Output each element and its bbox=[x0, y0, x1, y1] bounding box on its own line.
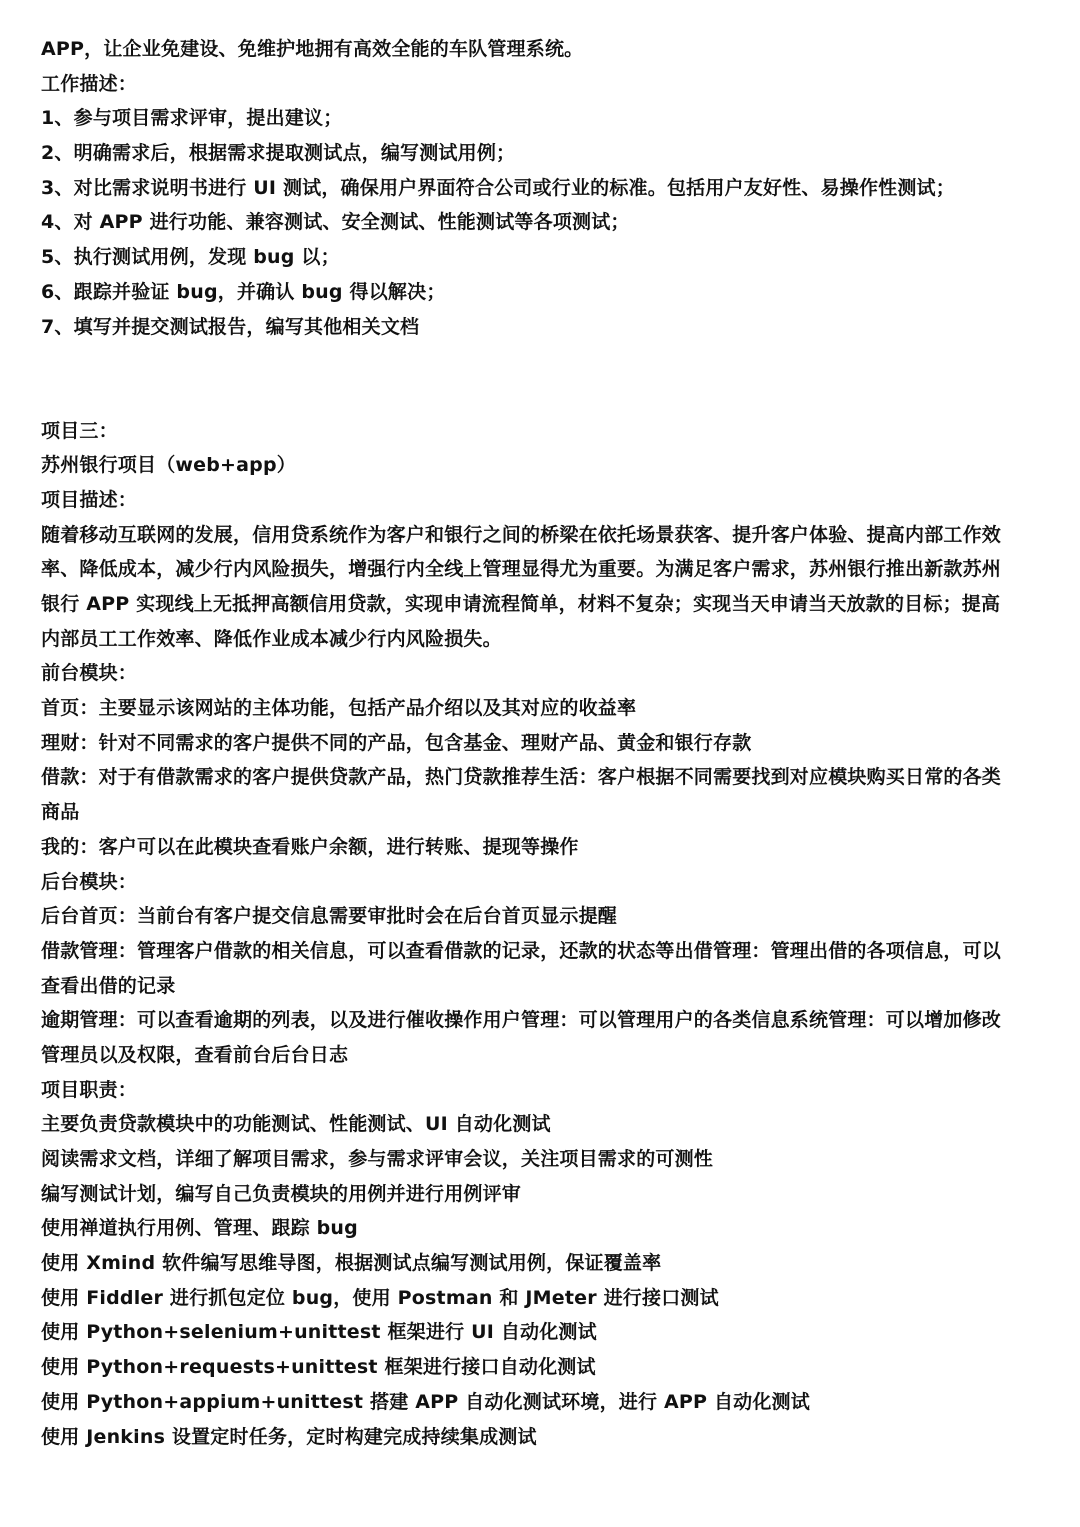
blank-line bbox=[41, 379, 1041, 414]
work-item: 7、填写并提交测试报告，编写其他相关文档 bbox=[41, 315, 420, 338]
frontend-module-line: 首页：主要显示该网站的主体功能，包括产品介绍以及其对应的收益率 bbox=[41, 697, 637, 720]
backend-module-line: 逾期管理：可以查看逾期的列表，以及进行催收操作用户管理：可以管理用户的各类信息系统管理：可以增加修改 bbox=[41, 1009, 1002, 1032]
backend-module-heading: 后台模块： bbox=[41, 870, 138, 893]
project-description-heading: 项目描述： bbox=[41, 488, 138, 511]
work-item: 6、跟踪并验证 bug，并确认 bug 得以解决； bbox=[41, 280, 446, 303]
project-duty-line: 使用 Fiddler 进行抓包定位 bug，使用 Postman 和 JMeter 进行接口测试 bbox=[41, 1286, 719, 1309]
project-duty-line: 主要负责贷款模块中的功能测试、性能测试、UI 自动化测试 bbox=[41, 1113, 551, 1136]
project-name: 苏州银行项目（web+app） bbox=[41, 454, 296, 477]
backend-module-line: 借款管理：管理客户借款的相关信息，可以查看借款的记录，还款的状态等出借管理：管理出借的各项信息，可以 bbox=[41, 939, 1002, 962]
project-duty-heading: 项目职责： bbox=[41, 1078, 138, 1101]
project-description-line: 内部员工工作效率、降低作业成本减少行内风险损失。 bbox=[41, 627, 502, 650]
frontend-module-line: 我的：客户可以在此模块查看账户余额，进行转账、提现等操作 bbox=[41, 835, 579, 858]
work-item: 3、对比需求说明书进行 UI 测试，确保用户界面符合公司或行业的标准。包括用户友好性、易操作性测试； bbox=[41, 176, 955, 199]
project-description-line: 银行 APP 实现线上无抵押高额信用贷款，实现申请流程简单，材料不复杂；实现当天申请当天放款的目标；提高 bbox=[41, 593, 1001, 615]
work-item: 1、参与项目需求评审，提出建议； bbox=[41, 107, 343, 130]
project-duty-line: 阅读需求文档，详细了解项目需求，参与需求评审会议，关注项目需求的可测性 bbox=[41, 1148, 714, 1170]
backend-module-line: 管理员以及权限，查看前台后台日志 bbox=[41, 1043, 349, 1066]
project-duty-line: 使用 Python+appium+unittest 搭建 APP 自动化测试环境，进行 APP 自动化测试 bbox=[41, 1390, 810, 1413]
project-duty-line: 编写测试计划，编写自己负责模块的用例并进行用例评审 bbox=[41, 1182, 522, 1205]
project-duty-line: 使用禅道执行用例、管理、跟踪 bug bbox=[41, 1217, 358, 1240]
project-description-line: 率、降低成本，减少行内风险损失，增强行内全线上管理显得尤为重要。为满足客户需求，苏州银行推出新款苏州 bbox=[41, 558, 1002, 581]
frontend-module-line: 借款：对于有借款需求的客户提供贷款产品，热门贷款推荐生活：客户根据不同需要找到对应模块购买日常的各类 bbox=[41, 766, 1002, 789]
frontend-module-line: 商品 bbox=[41, 801, 80, 824]
document-page bbox=[41, 32, 1041, 1454]
intro-tail-text: APP，让企业免建设、免维护地拥有高效全能的车队管理系统。 bbox=[41, 38, 584, 60]
work-item: 4、对 APP 进行功能、兼容测试、安全测试、性能测试等各项测试； bbox=[41, 211, 630, 234]
project-duty-line: 使用 Python+requests+unittest 框架进行接口自动化测试 bbox=[41, 1356, 596, 1379]
work-item: 5、执行测试用例，发现 bug 以； bbox=[41, 246, 340, 269]
blank-line bbox=[41, 344, 1041, 379]
project-description-line: 随着移动互联网的发展，信用贷系统作为客户和银行之间的桥梁在依托场景获客、提升客户体验、提高内部工作效 bbox=[41, 523, 1002, 546]
project-duty-line: 使用 Python+selenium+unittest 框架进行 UI 自动化测试 bbox=[41, 1321, 597, 1344]
frontend-module-heading: 前台模块： bbox=[41, 662, 138, 685]
work-description-heading: 工作描述： bbox=[41, 72, 138, 95]
frontend-module-line: 理财：针对不同需求的客户提供不同的产品，包含基金、理财产品、黄金和银行存款 bbox=[41, 731, 752, 754]
project-duty-line: 使用 Jenkins 设置定时任务，定时构建完成持续集成测试 bbox=[41, 1425, 537, 1448]
project-label: 项目三： bbox=[41, 419, 118, 442]
backend-module-line: 后台首页：当前台有客户提交信息需要审批时会在后台首页显示提醒 bbox=[41, 905, 618, 928]
backend-module-line: 查看出借的记录 bbox=[41, 974, 176, 997]
project-duty-line: 使用 Xmind 软件编写思维导图，根据测试点编写测试用例，保证覆盖率 bbox=[41, 1252, 662, 1275]
work-item: 2、明确需求后，根据需求提取测试点，编写测试用例； bbox=[41, 142, 516, 165]
